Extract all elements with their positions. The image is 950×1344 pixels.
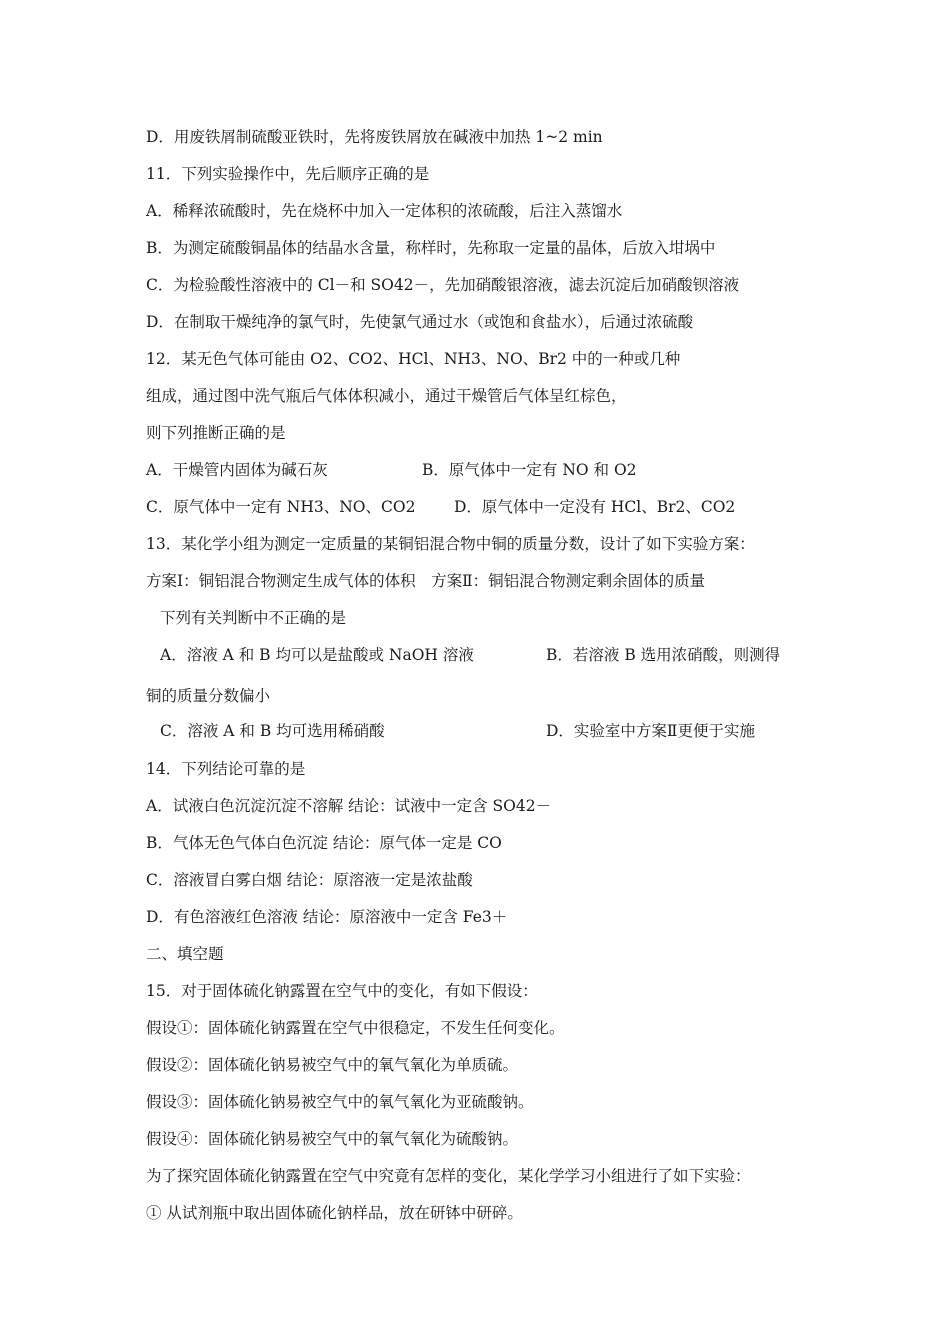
q15-step-1: ① 从试剂瓶中取出固体硫化钠样品，放在研钵中研碎。 — [146, 1204, 523, 1222]
q11-stem: 11．下列实验操作中，先后顺序正确的是 — [146, 165, 430, 183]
q13-option-a: A．溶液 A 和 B 均可以是盐酸或 NaOH 溶液 — [160, 646, 474, 664]
q13-schemes: 方案Ⅰ：铜铝混合物测定生成气体的体积 方案Ⅱ：铜铝混合物测定剩余固体的质量 — [146, 572, 706, 590]
q13-option-b-cont: 铜的质量分数偏小 — [146, 687, 271, 705]
q13-prompt: 下列有关判断中不正确的是 — [160, 609, 347, 627]
q11-option-c: C．为检验酸性溶液中的 Cl－和 SO42－，先加硝酸银溶液，滤去沉淀后加硝酸钡溶液 — [146, 276, 740, 294]
q13-stem: 13．某化学小组为测定一定质量的某铜铝混合物中铜的质量分数，设计了如下实验方案： — [146, 535, 755, 553]
q13-option-b: B．若溶液 B 选用浓硝酸，则测得 — [546, 646, 781, 664]
q14-option-b: B．气体无色气体白色沉淀 结论：原气体一定是 CO — [146, 834, 502, 852]
q12-option-c: C．原气体中一定有 NH3、NO、CO2 — [146, 498, 416, 516]
q15-experiment-intro: 为了探究固体硫化钠露置在空气中究竟有怎样的变化，某化学学习小组进行了如下实验： — [146, 1167, 751, 1185]
q12-option-a: A．干燥管内固体为碱石灰 — [146, 461, 328, 479]
q11-option-b: B．为测定硫酸铜晶体的结晶水含量，称样时，先称取一定量的晶体，后放入坩埚中 — [146, 239, 716, 257]
q12-row2 — [146, 496, 735, 518]
q11-option-a: A．稀释浓硫酸时，先在烧杯中加入一定体积的浓硫酸，后注入蒸馏水 — [146, 202, 623, 220]
q13-option-c: C．溶液 A 和 B 均可选用稀硝酸 — [160, 722, 385, 740]
q13-option-d: D．实验室中方案Ⅱ更便于实施 — [546, 722, 755, 740]
q12-option-b: B．原气体中一定有 NO 和 O2 — [422, 461, 637, 479]
q12-stem-line3: 则下列推断正确的是 — [146, 424, 286, 442]
q12-stem-line2: 组成，通过图中洗气瓶后气体体积减小，通过干燥管后气体呈红棕色， — [146, 387, 627, 405]
q14-stem: 14．下列结论可靠的是 — [146, 760, 306, 778]
q14-option-c: C．溶液冒白雾白烟 结论：原溶液一定是浓盐酸 — [146, 871, 473, 889]
q15-stem: 15．对于固体硫化钠露置在空气中的变化，有如下假设： — [146, 982, 538, 1000]
q14-option-d: D．有色溶液红色溶液 结论：原溶液中一定含 Fe3＋ — [146, 908, 508, 926]
q12-row1 — [146, 459, 637, 481]
q15-hypothesis-2: 假设②：固体硫化钠易被空气中的氧气氧化为单质硫。 — [146, 1056, 519, 1074]
q15-hypothesis-4: 假设④：固体硫化钠易被空气中的氧气氧化为硫酸钠。 — [146, 1130, 519, 1148]
q14-option-a: A．试液白色沉淀沉淀不溶解 结论：试液中一定含 SO42－ — [146, 797, 552, 815]
q15-hypothesis-3: 假设③：固体硫化钠易被空气中的氧气氧化为亚硫酸钠。 — [146, 1093, 534, 1111]
q15-hypothesis-1: 假设①：固体硫化钠露置在空气中很稳定，不发生任何变化。 — [146, 1019, 565, 1037]
q12-option-d: D．原气体中一定没有 HCl、Br2、CO2 — [454, 498, 736, 516]
q10-option-d: D．用废铁屑制硫酸亚铁时，先将废铁屑放在碱液中加热 1~2 min — [146, 128, 603, 146]
section-heading: 二、填空题 — [146, 945, 224, 963]
q11-option-d: D．在制取干燥纯净的氯气时，先使氯气通过水（或饱和食盐水），后通过浓硫酸 — [146, 313, 694, 331]
q12-stem-line1: 12．某无色气体可能由 O2、CO2、HCl、NH3、NO、Br2 中的一种或几种 — [146, 350, 681, 368]
